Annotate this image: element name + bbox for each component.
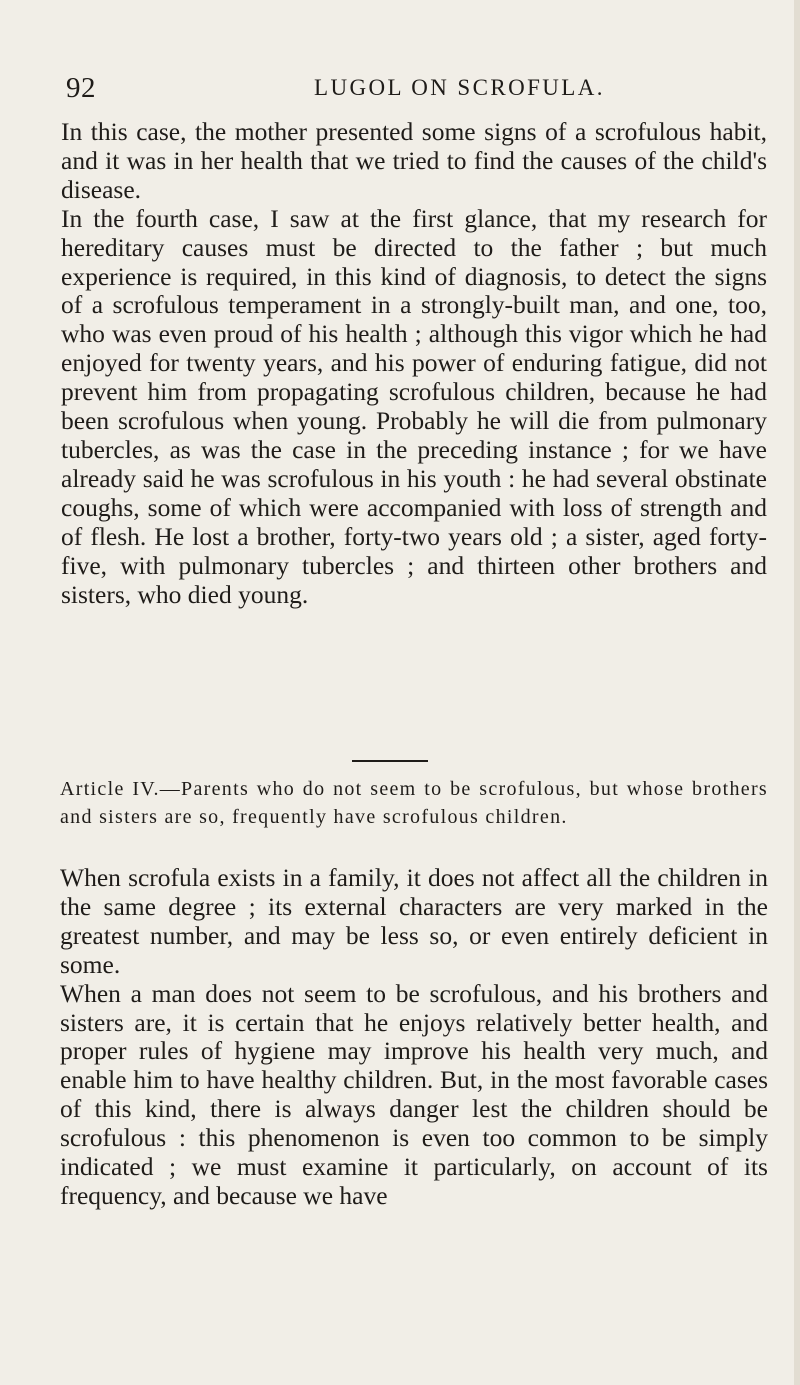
article-paragraph-2: When a man does not seem to be scrofulous, and his brothers and sisters are, it is certain that he enjoys relatively better health, and proper rules of hygiene may improve his health very much, and enable him to have healthy children. But, in the most favorable cases of this kind, there is always danger lest the children should be scrofulous : this phenomenon is even too common to be simply indicated ; we must examine it particularly, on account of its frequency, and because we have bbox=[60, 978, 768, 1210]
page-number: 92 bbox=[66, 72, 96, 104]
page-edge-shadow bbox=[794, 0, 800, 1385]
main-text bbox=[61, 118, 767, 609]
article-heading: Article IV.—Parents who do not seem to be scrofulous, but whose brothers and sisters are so, frequently have scrofulous children. bbox=[60, 778, 768, 828]
page-header bbox=[66, 72, 756, 112]
paragraph-2: In the fourth case, I saw at the first glance, that my research for hereditary causes must be directed to the father ; but much experience is required, in this kind of diagnosis, to detect the signs of a scrofulous temperament in a strongly-built man, and one, too, who was even proud of his health ; although this vigor which he had enjoyed for twenty years, and his power of enduring fatigue, did not prevent him from propagating scrofulous children, because he had been scrofulous when young. Probably he will die from pulmonary tubercles, as was the case in the preceding instance ; for we have already said he was scrofulous in his youth : he had several obstinate coughs, some of which were accompanied with loss of strength and of flesh. He lost a brother, forty-two years old ; a sister, aged forty-five, with pulmonary tubercles ; and thirteen other brothers and sisters, who died young. bbox=[61, 203, 767, 609]
running-title: LUGOL ON SCROFULA. bbox=[314, 75, 605, 100]
section-divider bbox=[352, 760, 428, 762]
article-paragraph-1: When scrofula exists in a family, it does not affect all the children in the same degree ; its external characters are very marked in the greatest number, and may be less so, or even entirely deficient in some. bbox=[60, 863, 768, 979]
article-text bbox=[60, 864, 768, 1211]
paragraph-1: In this case, the mother presented some signs of a scrofulous habit, and it was in her health that we tried to find the causes of the child's disease. bbox=[61, 117, 767, 204]
